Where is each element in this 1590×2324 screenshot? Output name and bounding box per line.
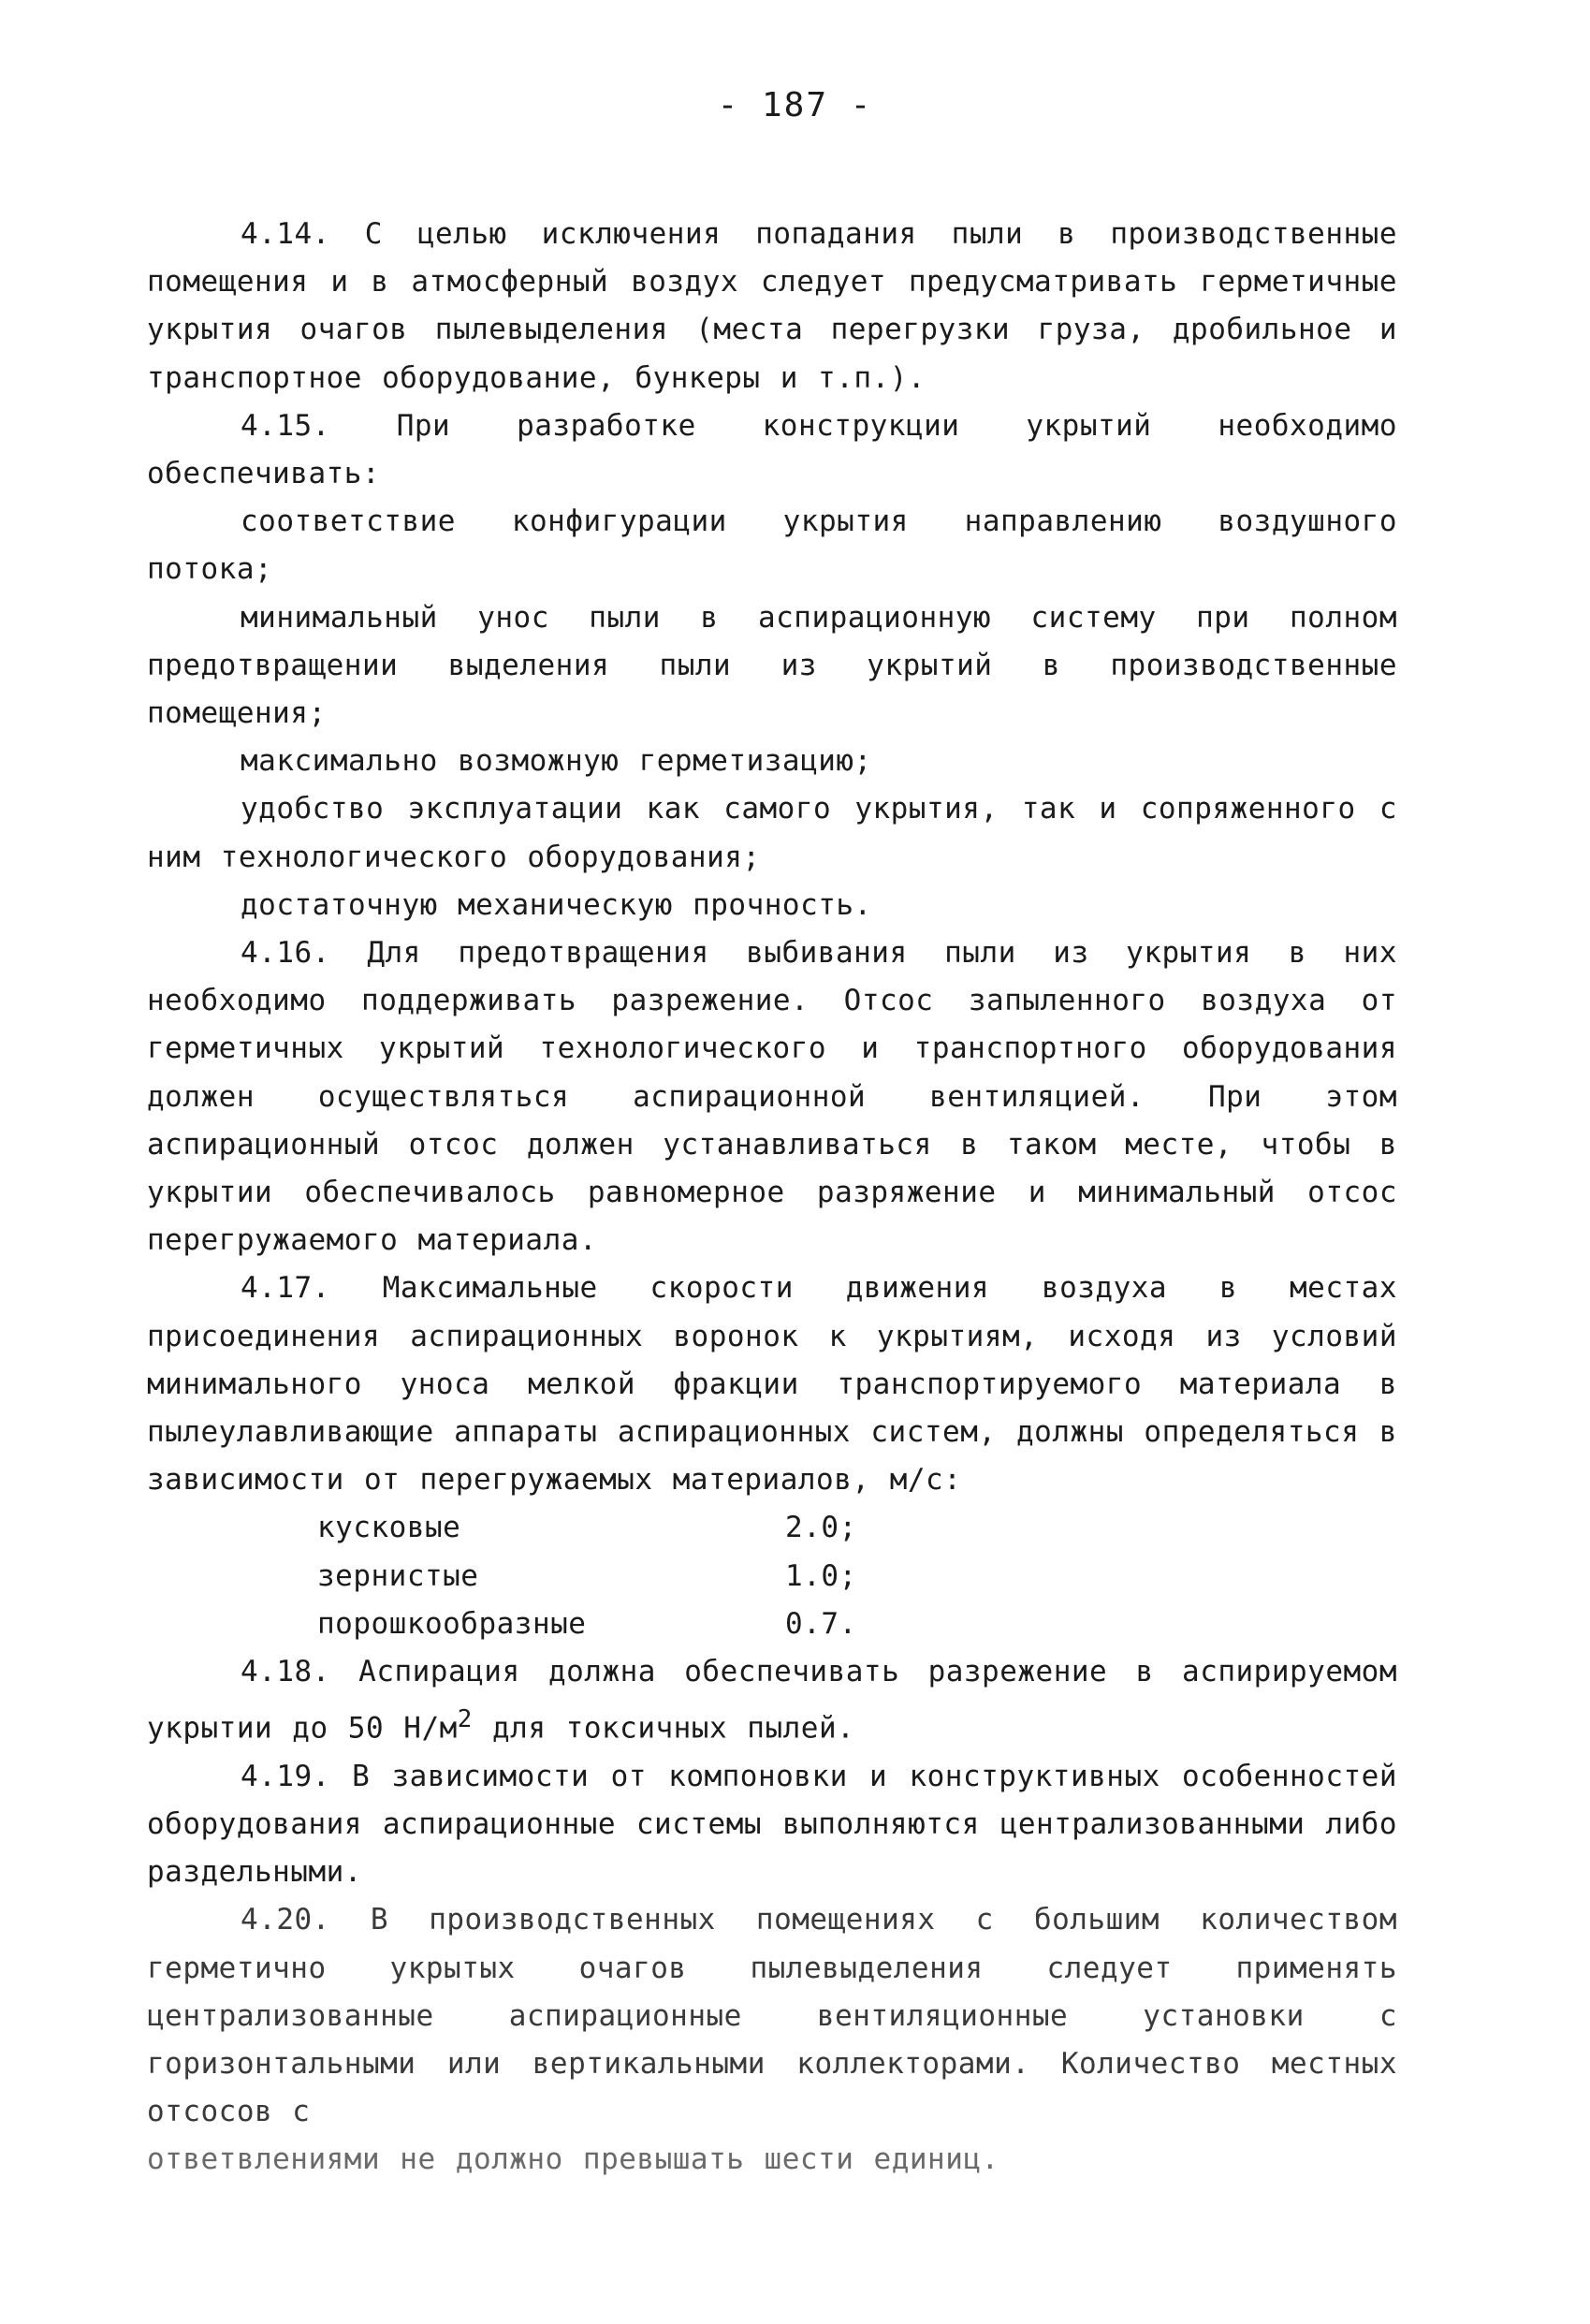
document-body [147, 211, 1397, 2185]
material-velocity: 0.7. [785, 1606, 857, 1641]
paragraph-4-15: 4.15. При разработке конструкции укрытий необходимо обеспечивать: [147, 408, 1397, 491]
material-name: кусковые [317, 1511, 461, 1545]
material-velocity-table [317, 1504, 857, 1648]
table-row [317, 1553, 857, 1600]
paragraph-4-15-item-4: удобство эксплуатации как самого укрытия, так и сопряженного с ним технологического оборудования; [147, 792, 1397, 874]
paragraph-4-18 [147, 1648, 1397, 1753]
paragraph-4-20-faded-line: ответвлениями не должно превышать шести единиц. [147, 2142, 999, 2177]
page-number: - 187 - [717, 86, 873, 124]
material-velocity: 2.0; [785, 1511, 857, 1545]
paragraph-4-19: 4.19. В зависимости от компоновки и конструктивных особенностей оборудования аспирационные системы выполняются централизованными либо раздельными. [147, 1759, 1397, 1890]
table-row [317, 1504, 857, 1552]
paragraph-4-15-item-2: минимальный унос пыли в аспирационную систему при полном предотвращении выделения пыли из укрытий в производственные помещения; [147, 600, 1397, 731]
material-name: порошкообразные [317, 1606, 587, 1641]
paragraph-4-16: 4.16. Для предотвращения выбивания пыли из укрытия в них необходимо поддерживать разрежение. Отсос запыленного воздуха от герметичных укрытий технологического и транспортного оборудования должен осуществляться аспирационной вентиляцией. При этом аспирационный отсос должен устанавливаться в таком месте, чтобы в укрытии обеспечивалось равномерное разряжение и минимальный отсос перегружаемого материала. [147, 936, 1397, 1258]
paragraph-4-18-text: 4.18. Аспирация должна обеспечивать разрежение в аспирируемом укрытии до 50 Н/м [147, 1655, 1397, 1746]
paragraph-4-15-item-5: достаточную механическую прочность. [241, 887, 872, 922]
paragraph-4-15-item-3: максимально возможную герметизацию; [241, 744, 872, 779]
paragraph-4-17: 4.17. Максимальные скорости движения воздуха в местах присоединения аспирационных воронок к укрытиям, исходя из условий минимального уноса мелкой фракции транспортируемого материала в пылеулавливающие аппараты аспирационных систем, должны определяться в зависимости от перегружаемых материалов, м/с: [147, 1271, 1397, 1498]
material-velocity: 1.0; [785, 1558, 857, 1593]
unit-exponent: 2 [457, 1705, 473, 1734]
paragraph-4-20: 4.20. В производственных помещениях с большим количеством герметично укрытых очагов пылевыделения следует применять централизованные аспирационные вентиляционные установки с горизонтальными или вертикальными коллекторами. Количество местных отсосов с [147, 1903, 1397, 2129]
material-name: зернистые [317, 1558, 479, 1593]
paragraph-4-15-item-1: соответствие конфигурации укрытия направлению воздушного потока; [147, 504, 1397, 587]
paragraph-4-14: 4.14. С целью исключения попадания пыли в производственные помещения и в атмосферный воздух следует предусматривать герметичные укрытия очагов пылевыделения (места перегрузки груза, дробильное и транспортное оборудование, бункеры и т.п.). [147, 217, 1397, 395]
table-row [317, 1600, 857, 1648]
paragraph-4-18-text-end: для токсичных пылей. [472, 1711, 855, 1746]
